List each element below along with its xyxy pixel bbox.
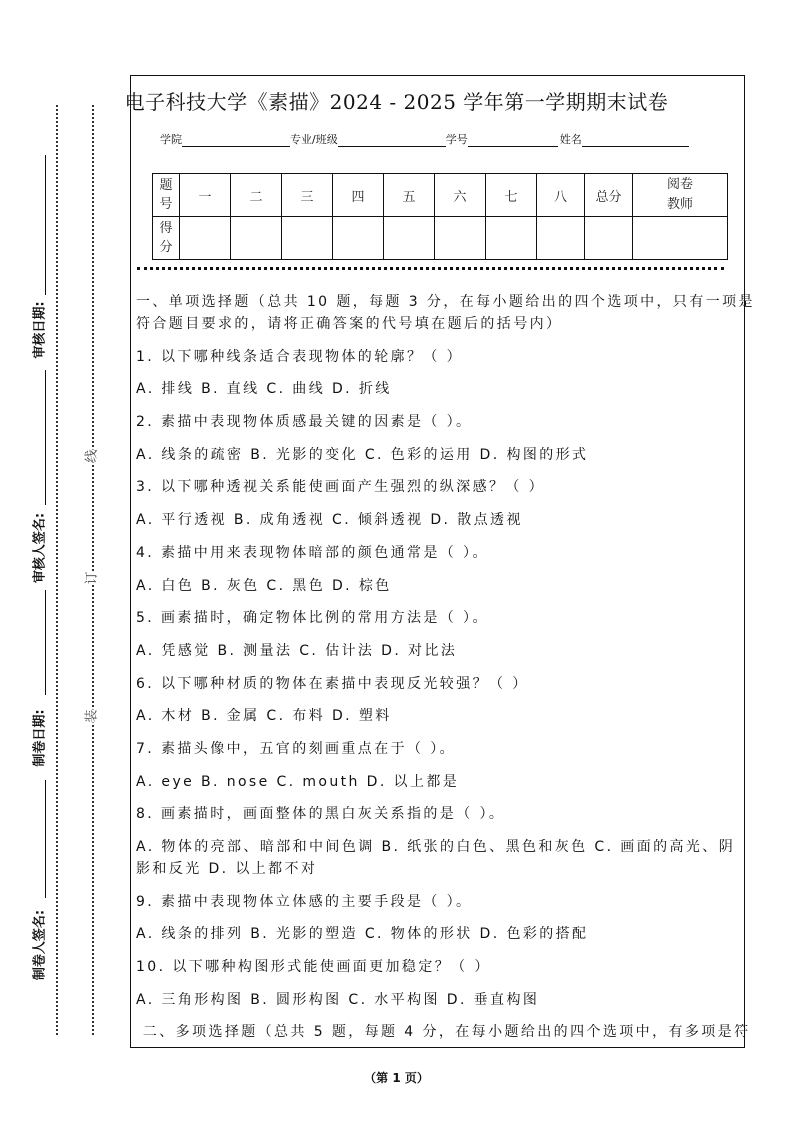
score-cell[interactable] [282,217,333,260]
binding-char-ding: 订 [84,571,100,585]
question-options: A. 线条的疏密 B. 光影的变化 C. 色彩的运用 D. 构图的形式 [136,446,589,463]
score-table-header-row [153,174,728,217]
section1-heading: 符合题目要求的，请将正确答案的代号填在题后的括号内） [136,316,563,332]
question-options: A. 凭感觉 B. 测量法 C. 估计法 D. 对比法 [136,642,458,659]
question-text: 1. 以下哪种线条适合表现物体的轮廓？（ ） [136,348,464,365]
major-class-field[interactable] [338,132,446,147]
col-4: 四 [333,174,384,217]
question-options: A. 物体的亮部、暗部和中间色调 B. 纸张的白色、黑色和灰色 C. 画面的高光、阴 [136,839,736,855]
signature-line [45,780,46,898]
col-total: 总分 [585,174,633,217]
score-cell[interactable] [633,217,728,260]
question-options: A. 木材 B. 金属 C. 布料 D. 塑料 [136,708,392,725]
score-cell[interactable] [435,217,486,260]
col-1: 一 [180,174,231,217]
score-cell[interactable] [537,217,585,260]
score-cell[interactable] [333,217,384,260]
prepare-date-label: 制卷日期: [32,709,48,767]
question-text: 6. 以下哪种材质的物体在素描中表现反光较强？（ ） [136,675,529,692]
score-cell[interactable] [384,217,435,260]
exam-title: 电子科技大学《素描》2024 - 2025 学年第一学期期末试卷 [124,90,669,114]
binding-dotted-line-outer [56,105,58,1035]
student-info-fields [160,131,689,147]
row-header-question: 题 号 [153,174,180,217]
exam-content [136,291,755,1054]
col-8: 八 [537,174,585,217]
score-cell[interactable] [231,217,282,260]
dotted-separator [137,267,724,270]
question-options: A. 平行透视 B. 成角透视 C. 倾斜透视 D. 散点透视 [136,512,523,529]
section2-heading: 二、多项选择题（总共 5 题，每题 4 分，在每小题给出的四个选项中，有多项是符 [136,1024,751,1041]
preparer-signature-label: 制卷人签名: [32,909,48,981]
col-6: 六 [435,174,486,217]
question-options: A. eye B. nose C. mouth D. 以上都是 [136,773,460,790]
col-7: 七 [486,174,537,217]
student-id-field[interactable] [468,132,558,147]
field-label-major: 专业/班级 [290,133,338,146]
row-header-score: 得 分 [153,217,180,260]
signature-line [45,590,46,695]
binding-dotted-line-inner [92,105,94,1035]
col-reviewer: 阅卷 教师 [633,174,728,217]
score-cell[interactable] [585,217,633,260]
signature-line [45,370,46,505]
score-table-score-row [153,217,728,260]
question-options: A. 白色 B. 灰色 C. 黑色 D. 棕色 [136,577,392,594]
name-field[interactable] [582,132,689,147]
question-text: 3. 以下哪种透视关系能使画面产生强烈的纵深感？（ ） [136,479,546,496]
signature-line [45,155,46,295]
col-3: 三 [282,174,333,217]
question-text: 10. 以下哪种构图形式能使画面更加稳定？（ ） [136,959,491,976]
reviewer-signature-label: 审核人签名: [32,512,48,584]
score-table [152,173,728,260]
col-2: 二 [231,174,282,217]
question-options: 影和反光 D. 以上都不对 [136,861,318,877]
score-cell[interactable] [180,217,231,260]
question-text: 5. 画素描时，确定物体比例的常用方法是（ ）。 [136,610,489,627]
page-number: （第 1 页） [364,1071,429,1085]
question-options: A. 三角形构图 B. 圆形构图 C. 水平构图 D. 垂直构图 [136,991,540,1008]
binding-char-zhuang: 装 [84,709,100,723]
college-field[interactable] [182,132,290,147]
binding-char-xian: 线 [84,449,100,463]
question-text: 9. 素描中表现物体立体感的主要手段是（ ）。 [136,893,473,910]
question-options: A. 排线 B. 直线 C. 曲线 D. 折线 [136,381,392,398]
score-cell[interactable] [486,217,537,260]
question-text: 7. 素描头像中，五官的刻画重点在于（ ）。 [136,740,457,757]
field-label-id: 学号 [445,133,468,146]
question-text: 8. 画素描时，画面整体的黑白灰关系指的是（ ）。 [136,806,506,823]
field-label-name: 姓名 [559,133,582,146]
question-text: 2. 素描中表现物体质感最关键的因素是（ ）。 [136,414,473,431]
review-date-label: 审核日期: [32,301,48,359]
question-options: A. 线条的排列 B. 光影的塑造 C. 物体的形状 D. 色彩的搭配 [136,926,589,943]
question-text: 4. 素描中用来表现物体暗部的颜色通常是（ ）。 [136,544,489,561]
field-label-college: 学院 [160,133,182,146]
col-5: 五 [384,174,435,217]
section1-heading: 一、单项选择题（总共 10 题，每题 3 分，在每小题给出的四个选项中，只有一项是 [136,294,755,310]
